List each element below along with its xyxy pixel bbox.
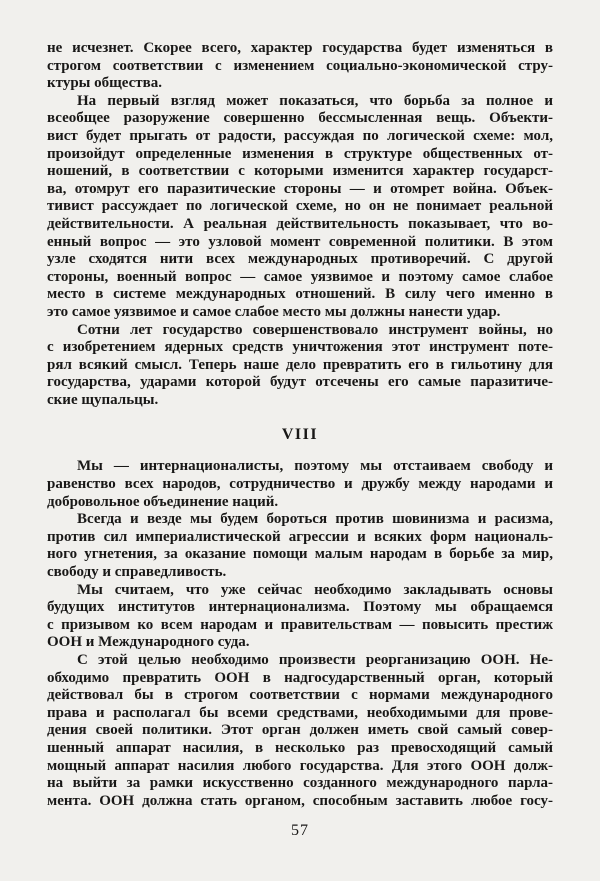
- page-number: 57: [291, 822, 309, 840]
- text-line: действовал бы в строгом соответствии с нормами международного: [47, 687, 553, 704]
- text-line: это самое уязвимое и самое слабое место мы должны нанести удар.: [47, 303, 501, 320]
- text-line: равенство всех народов, сотрудничество и дружбу между народами и: [47, 476, 553, 493]
- paragraph-continuation: [47, 40, 553, 93]
- text-line: ктуры общества.: [47, 75, 162, 92]
- text-line: Всегда и везде мы будем бороться против шовинизма и расизма,: [77, 511, 553, 528]
- text-line: ские щупальцы.: [47, 391, 159, 408]
- paragraph: [47, 458, 553, 511]
- text-line: Сотни лет государство совершенствовало инструмент войны, но: [77, 321, 553, 338]
- text-line: государства, ударами которой будут отсечены его самые паразитиче-: [47, 374, 553, 391]
- text-line: обходимо превратить ООН в надгосударственный орган, который: [47, 669, 553, 686]
- text-line: вист будет прыгать от радости, рассуждая по логической схеме: мол,: [47, 127, 553, 144]
- text-line: С этой целью необходимо произвести реорганизацию ООН. Не-: [77, 652, 553, 668]
- text-line: мощный аппарат насилия любого государства. Для этого ООН долж-: [47, 757, 553, 774]
- text-line: узле сходятся нити всех международных противоречий. С другой: [47, 251, 553, 268]
- text-line: с призывом ко всем народам и правительствам — повысить престиж: [47, 616, 553, 633]
- text-line: мента. ООН должна стать органом, способным заставить любое госу-: [47, 792, 553, 809]
- text-line: ношений, в соответствии с которыми изменится характер государст-: [47, 163, 553, 180]
- text-line: на выйти за рамки искусственно созданного международного парла-: [47, 775, 553, 792]
- text-line: енный вопрос — это узловой момент современной политики. В этом: [47, 233, 553, 250]
- text-line: с изобретением ядерных средств уничтожения этот инструмент поте-: [47, 339, 553, 356]
- text-line: Мы — интернационалисты, поэтому мы отстаиваем свободу и: [77, 458, 553, 475]
- text-line: не исчезнет. Скорее всего, характер государства будет изменяться в: [47, 40, 553, 56]
- text-line: ва, отомрут его паразитические стороны — и отомрет война. Объек-: [47, 180, 553, 197]
- text-line: Мы считаем, что уже сейчас необходимо закладывать основы: [77, 581, 553, 598]
- text-line: добровольное объединение наций.: [47, 493, 279, 510]
- text-line: произойдут определенные изменения в структуре общественных от-: [47, 145, 553, 162]
- text-line: шенный аппарат насилия, в несколько раз превосходящий самый: [47, 739, 553, 756]
- text-line: ООН и Международного суда.: [47, 634, 250, 651]
- text-line: всеобщее разоружение совершенно бессмысленная вещь. Объекти-: [47, 110, 553, 127]
- text-line: строгом соответствии с изменением социально-экономической стру-: [47, 57, 553, 74]
- section-header: VIII: [281, 426, 319, 444]
- text-line: будущих институтов интернационализма. Поэтому мы обращаемся: [47, 599, 553, 616]
- text-line: рял всякий смысл. Теперь наше дело превратить его в гильотину для: [47, 356, 553, 373]
- text-line: место в системе международных отношений. В силу чего именно в: [47, 286, 553, 303]
- text-line: дения своей политики. Этот орган должен иметь свой самый совер-: [47, 722, 553, 739]
- paragraph: [47, 652, 553, 810]
- text-line: против сил империалистической агрессии и всяких форм националь-: [47, 528, 553, 545]
- text-line: ного угнетения, за оказание помощи малым народам в борьбе за мир,: [47, 546, 553, 563]
- paragraph: [47, 582, 553, 652]
- text-line: свободу и справедливость.: [47, 564, 227, 581]
- text-line: тивист рассуждает по логической схеме, но он не понимает реальной: [47, 198, 553, 215]
- text-line: На первый взгляд может показаться, что борьба за полное и: [77, 92, 553, 109]
- text-line: права и располагал бы всеми средствами, необходимыми для прове-: [47, 704, 553, 721]
- text-line: действительности. А реальная действительность показывает, что во-: [47, 215, 553, 232]
- paragraph: [47, 93, 553, 322]
- paragraph: [47, 322, 553, 410]
- paragraph: [47, 511, 553, 581]
- text-line: стороны, военный вопрос — самое уязвимое и поэтому самое слабое: [47, 268, 553, 285]
